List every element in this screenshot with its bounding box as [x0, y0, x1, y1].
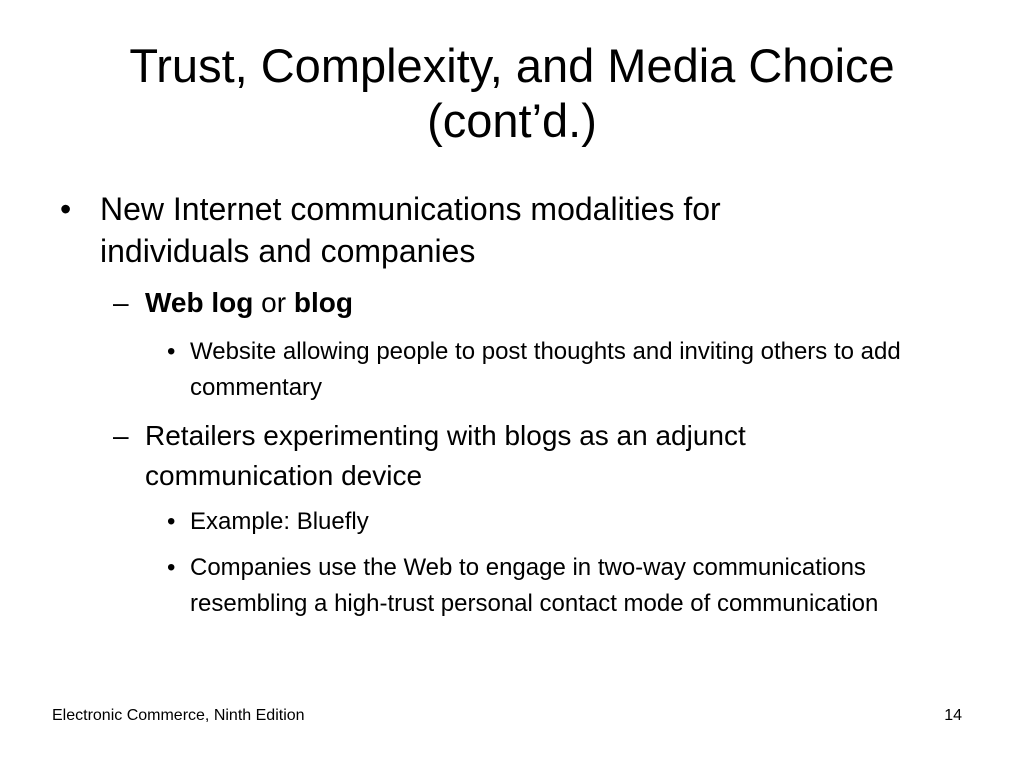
bullet-new-internet-modalities: New Internet communications modalities for individuals and companies: [100, 191, 721, 269]
dash-marker: –: [113, 420, 129, 451]
detail-two-way-communications: Companies use the Web to engage in two-way communications resembling a high-trust personal contact mode of communication: [190, 554, 879, 617]
footer-book-title: Electronic Commerce, Ninth Edition: [52, 707, 305, 724]
term-web-log: Web log: [145, 287, 254, 318]
slide-title-line-2: (cont’d.): [427, 94, 597, 147]
sub-bullet-retailers-blogs: Retailers experimenting with blogs as an adjunct communication device: [145, 420, 746, 491]
bullet-marker: •: [167, 554, 176, 581]
detail-example-bluefly: Example: Bluefly: [190, 508, 369, 535]
page-number: 14: [944, 707, 962, 724]
sub-bullet-web-log: [145, 283, 905, 323]
bullet-marker: •: [167, 338, 176, 365]
bullet-marker: •: [60, 191, 72, 227]
dash-marker: –: [113, 287, 129, 318]
term-blog: blog: [293, 287, 353, 318]
slide-title-line-1: Trust, Complexity, and Media Choice: [129, 39, 895, 92]
detail-website-definition: Website allowing people to post thoughts and inviting others to add commentary: [190, 338, 901, 401]
term-connector: or: [253, 287, 294, 318]
bullet-marker: •: [167, 508, 176, 535]
